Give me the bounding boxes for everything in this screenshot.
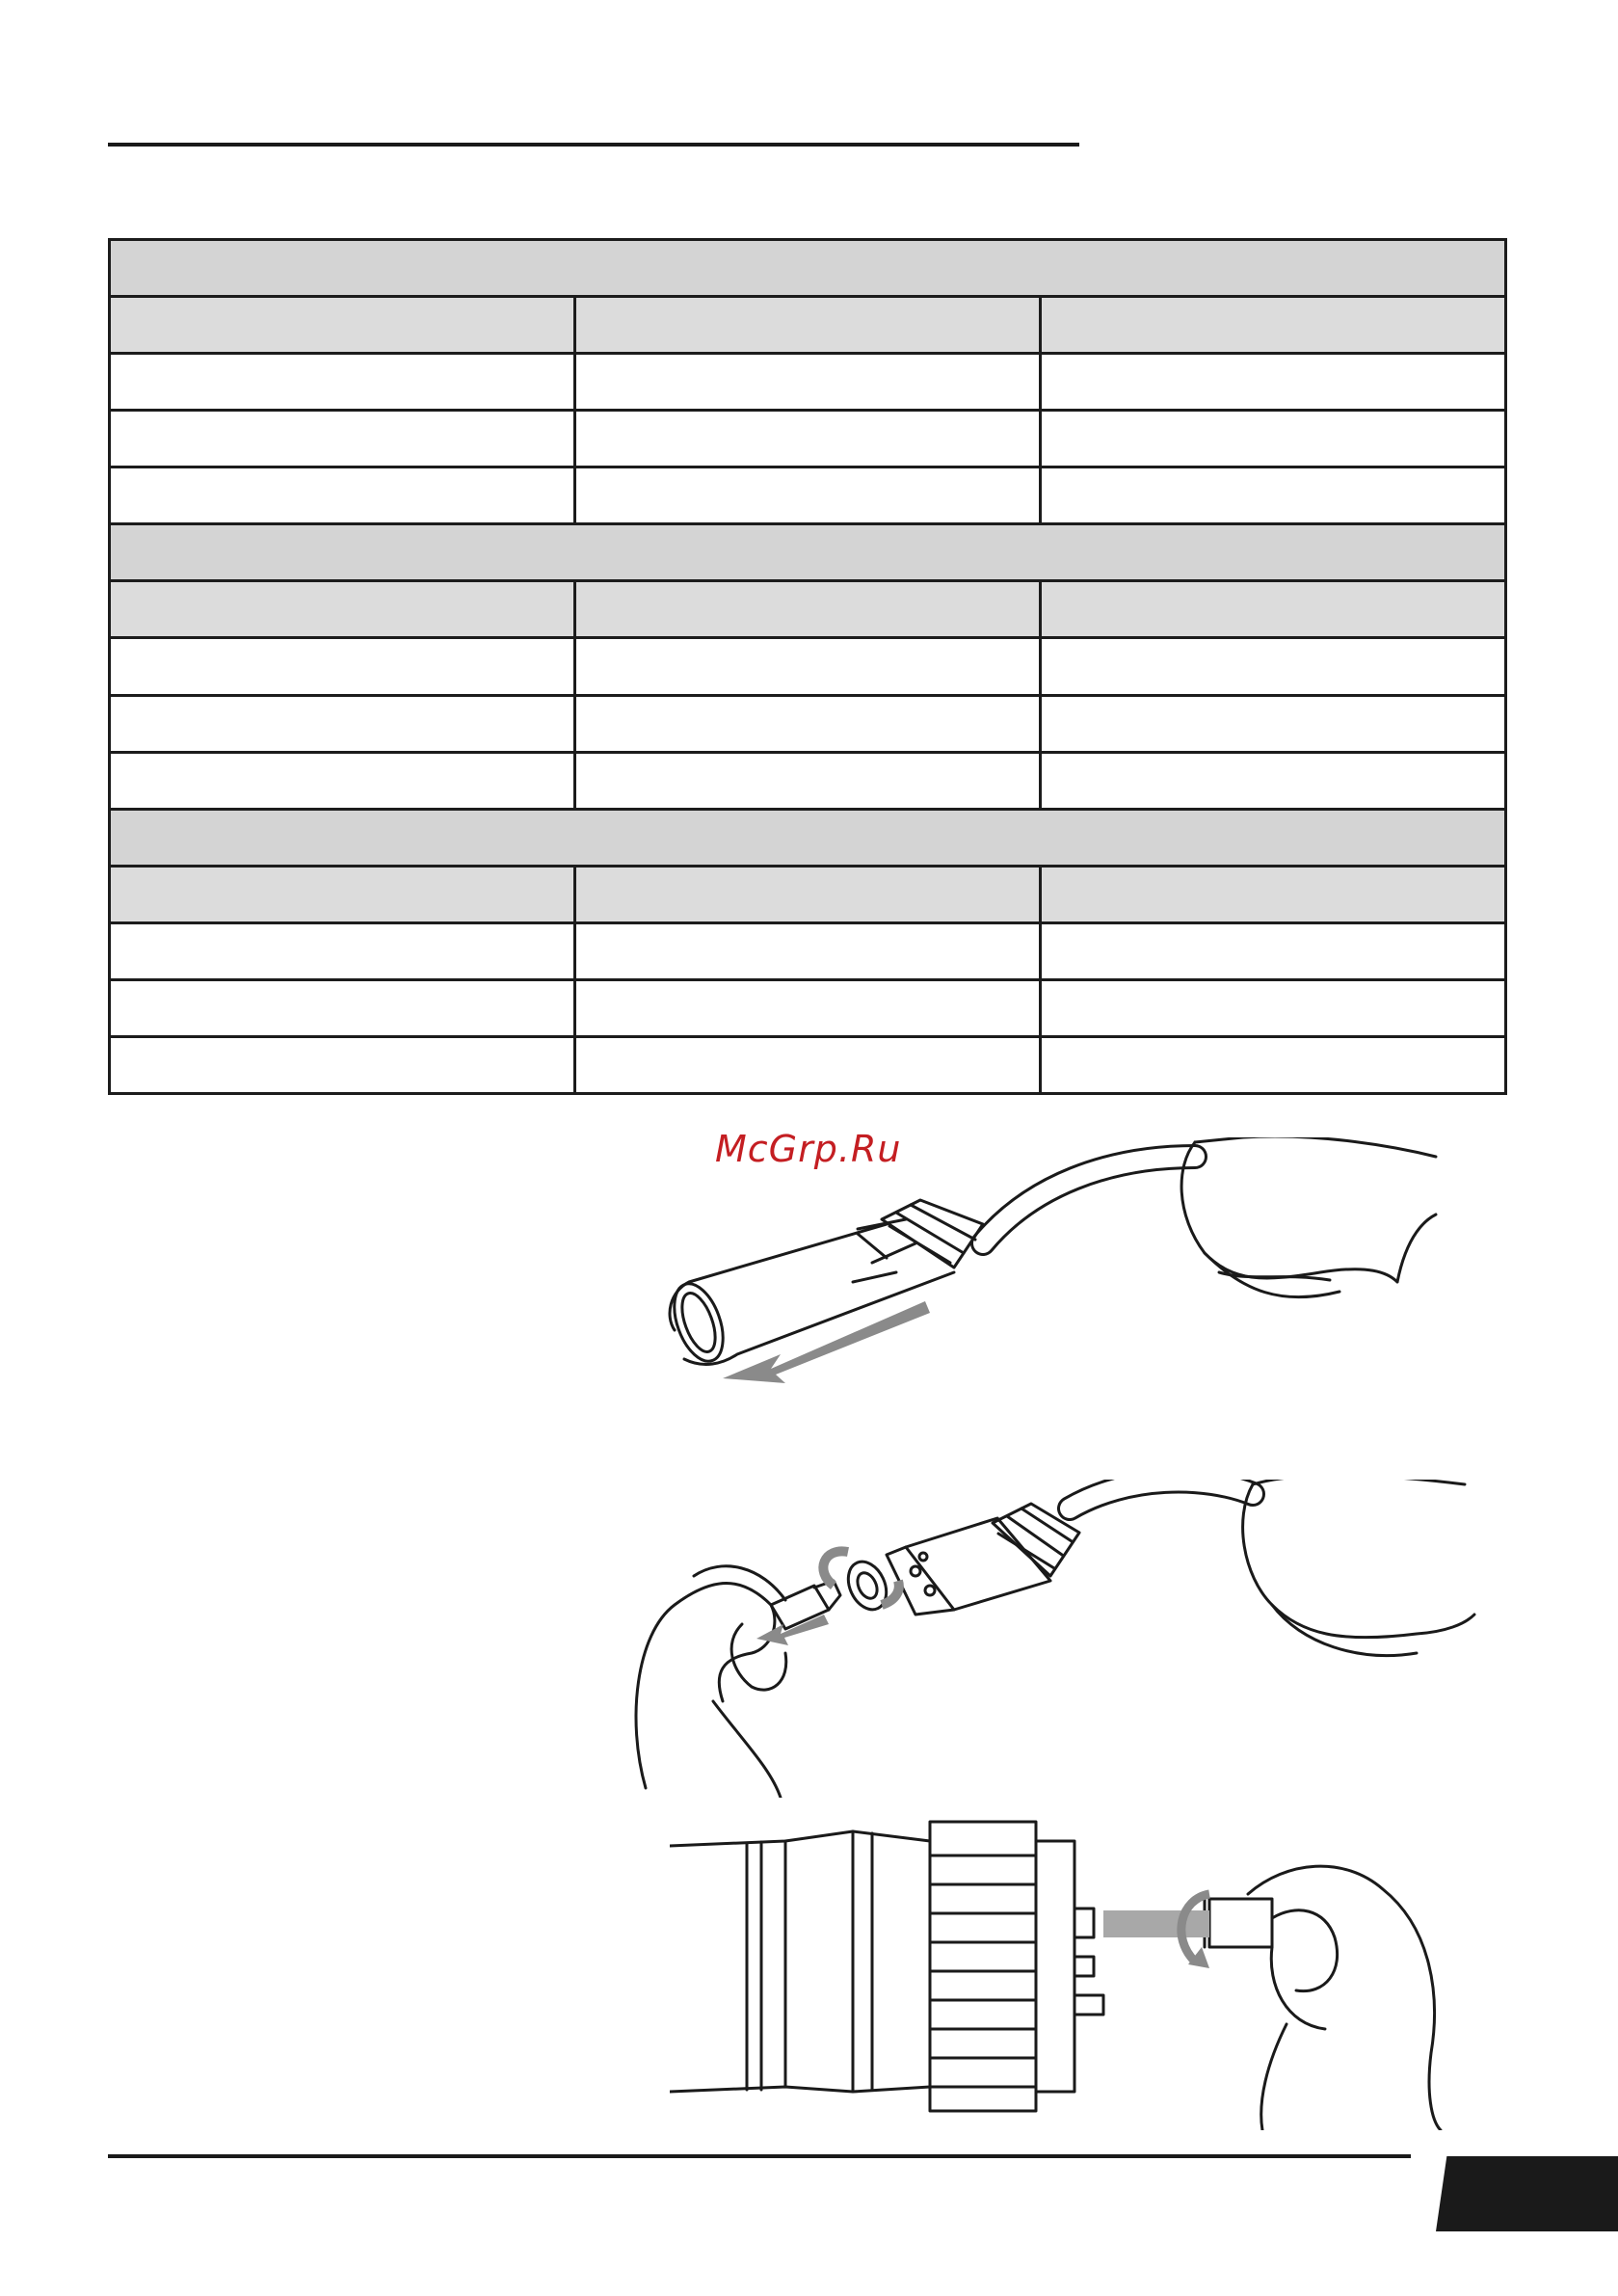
column-header <box>575 297 1041 354</box>
table-cell <box>1041 695 1506 752</box>
footer-rule <box>108 2154 1411 2158</box>
table-row <box>110 411 1506 467</box>
page-number-tab <box>1436 2156 1618 2231</box>
table-cell <box>1041 354 1506 411</box>
table-cell <box>1041 467 1506 524</box>
table-cell <box>1041 979 1506 1036</box>
column-header <box>1041 866 1506 922</box>
table-column-headers <box>110 866 1506 922</box>
table-column-headers <box>110 297 1506 354</box>
table-cell <box>110 695 575 752</box>
table-column-headers <box>110 581 1506 638</box>
table-row <box>110 752 1506 809</box>
table-cell <box>110 752 575 809</box>
table-cell <box>575 467 1041 524</box>
table-cell <box>110 467 575 524</box>
specification-table <box>108 238 1507 1095</box>
column-header <box>575 866 1041 922</box>
table-cell <box>1041 922 1506 979</box>
table-section-header <box>110 524 1506 581</box>
table-row <box>110 467 1506 524</box>
column-header <box>110 297 575 354</box>
table-section-header <box>110 240 1506 297</box>
table-cell <box>575 752 1041 809</box>
table-cell <box>575 1036 1041 1093</box>
table-row <box>110 1036 1506 1093</box>
table-cell <box>1041 1036 1506 1093</box>
table-row <box>110 638 1506 695</box>
table-cell <box>575 979 1041 1036</box>
table-row <box>110 695 1506 752</box>
column-header <box>575 581 1041 638</box>
table-cell <box>1041 411 1506 467</box>
table-cell <box>110 638 575 695</box>
table-cell <box>1041 638 1506 695</box>
table-cell <box>110 922 575 979</box>
section-title <box>110 240 1506 297</box>
welding-torch-nozzle-removal-icon <box>665 1137 1465 1470</box>
column-header <box>110 581 575 638</box>
table-cell <box>1041 752 1506 809</box>
table-cell <box>110 411 575 467</box>
torch-connector-cap-removal-icon <box>670 1802 1450 2130</box>
table-cell <box>575 411 1041 467</box>
section-title <box>110 809 1506 866</box>
table-section-header <box>110 809 1506 866</box>
table-row <box>110 922 1506 979</box>
watermark-text: McGrp.Ru <box>715 1128 902 1170</box>
column-header <box>110 866 575 922</box>
table-cell <box>575 638 1041 695</box>
table-cell <box>575 922 1041 979</box>
table-cell <box>575 354 1041 411</box>
table-row <box>110 354 1506 411</box>
section-title <box>110 524 1506 581</box>
column-header <box>1041 581 1506 638</box>
contact-tip-removal-icon <box>626 1480 1494 1798</box>
table-cell <box>110 354 575 411</box>
column-header <box>1041 297 1506 354</box>
table-cell <box>110 1036 575 1093</box>
table-cell <box>575 695 1041 752</box>
table-cell <box>110 979 575 1036</box>
table-row <box>110 979 1506 1036</box>
header-rule <box>108 143 1079 147</box>
